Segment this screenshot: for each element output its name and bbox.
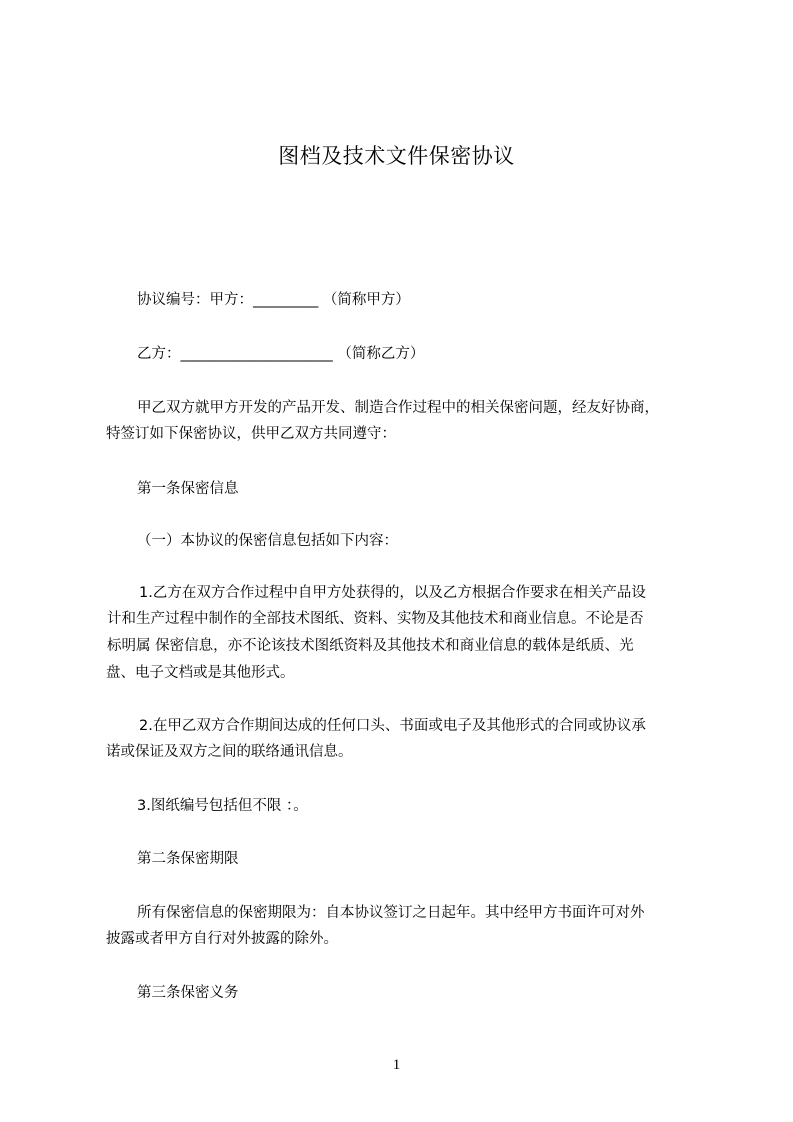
article-1-heading: 第一条保密信息 [137, 481, 239, 497]
intro-line-2: 特签订如下保密协议，供甲乙双方共同遵守： [106, 426, 396, 442]
article-1-subheading: （一）本协议的保密信息包括如下内容： [137, 533, 398, 549]
item-2-line-1: 2.在甲乙双方合作期间达成的任何口头、书面或电子及其他形式的合同或协议承 [139, 718, 646, 734]
article-2-heading: 第二条保密期限 [137, 851, 239, 867]
party-a-line: 协议编号：甲方：_________ （简称甲方） [137, 292, 410, 308]
item-1-line-1: 1.乙方在双方合作过程中自甲方处获得的，以及乙方根据合作要求在相关产品设 [139, 585, 646, 601]
item-1-line-2: 计和生产过程中制作的全部技术图纸、资料、实物及其他技术和商业信息。不论是否 [107, 611, 644, 627]
item-3: 3.图纸编号包括但不限 ：。 [137, 798, 308, 814]
item-1-line-3: 标明属 保密信息，亦不论该技术图纸资料及其他技术和商业信息的载体是纸质、光 [107, 638, 634, 654]
item-2-line-2: 诺或保证及双方之间的联络通讯信息。 [106, 744, 353, 760]
page-number: 1 [392, 1057, 401, 1073]
document-title: 图档及技术文件保密协议 [278, 144, 515, 168]
item-1-line-4: 盘、电子文档或是其他形式。 [106, 665, 295, 681]
article-2-text-line-2: 披露或者甲方自行对外披露的除外。 [106, 931, 338, 947]
article-3-heading: 第三条保密义务 [137, 985, 239, 1001]
article-2-text-line-1: 所有保密信息的保密期限为：自本协议签订之日起年。其中经甲方书面许可对外 [137, 905, 645, 921]
intro-line-1: 甲乙双方就甲方开发的产品开发、制造合作过程中的相关保密问题，经友好协商， [137, 400, 659, 416]
party-b-line: 乙方：_____________________ （简称乙方） [137, 346, 425, 362]
